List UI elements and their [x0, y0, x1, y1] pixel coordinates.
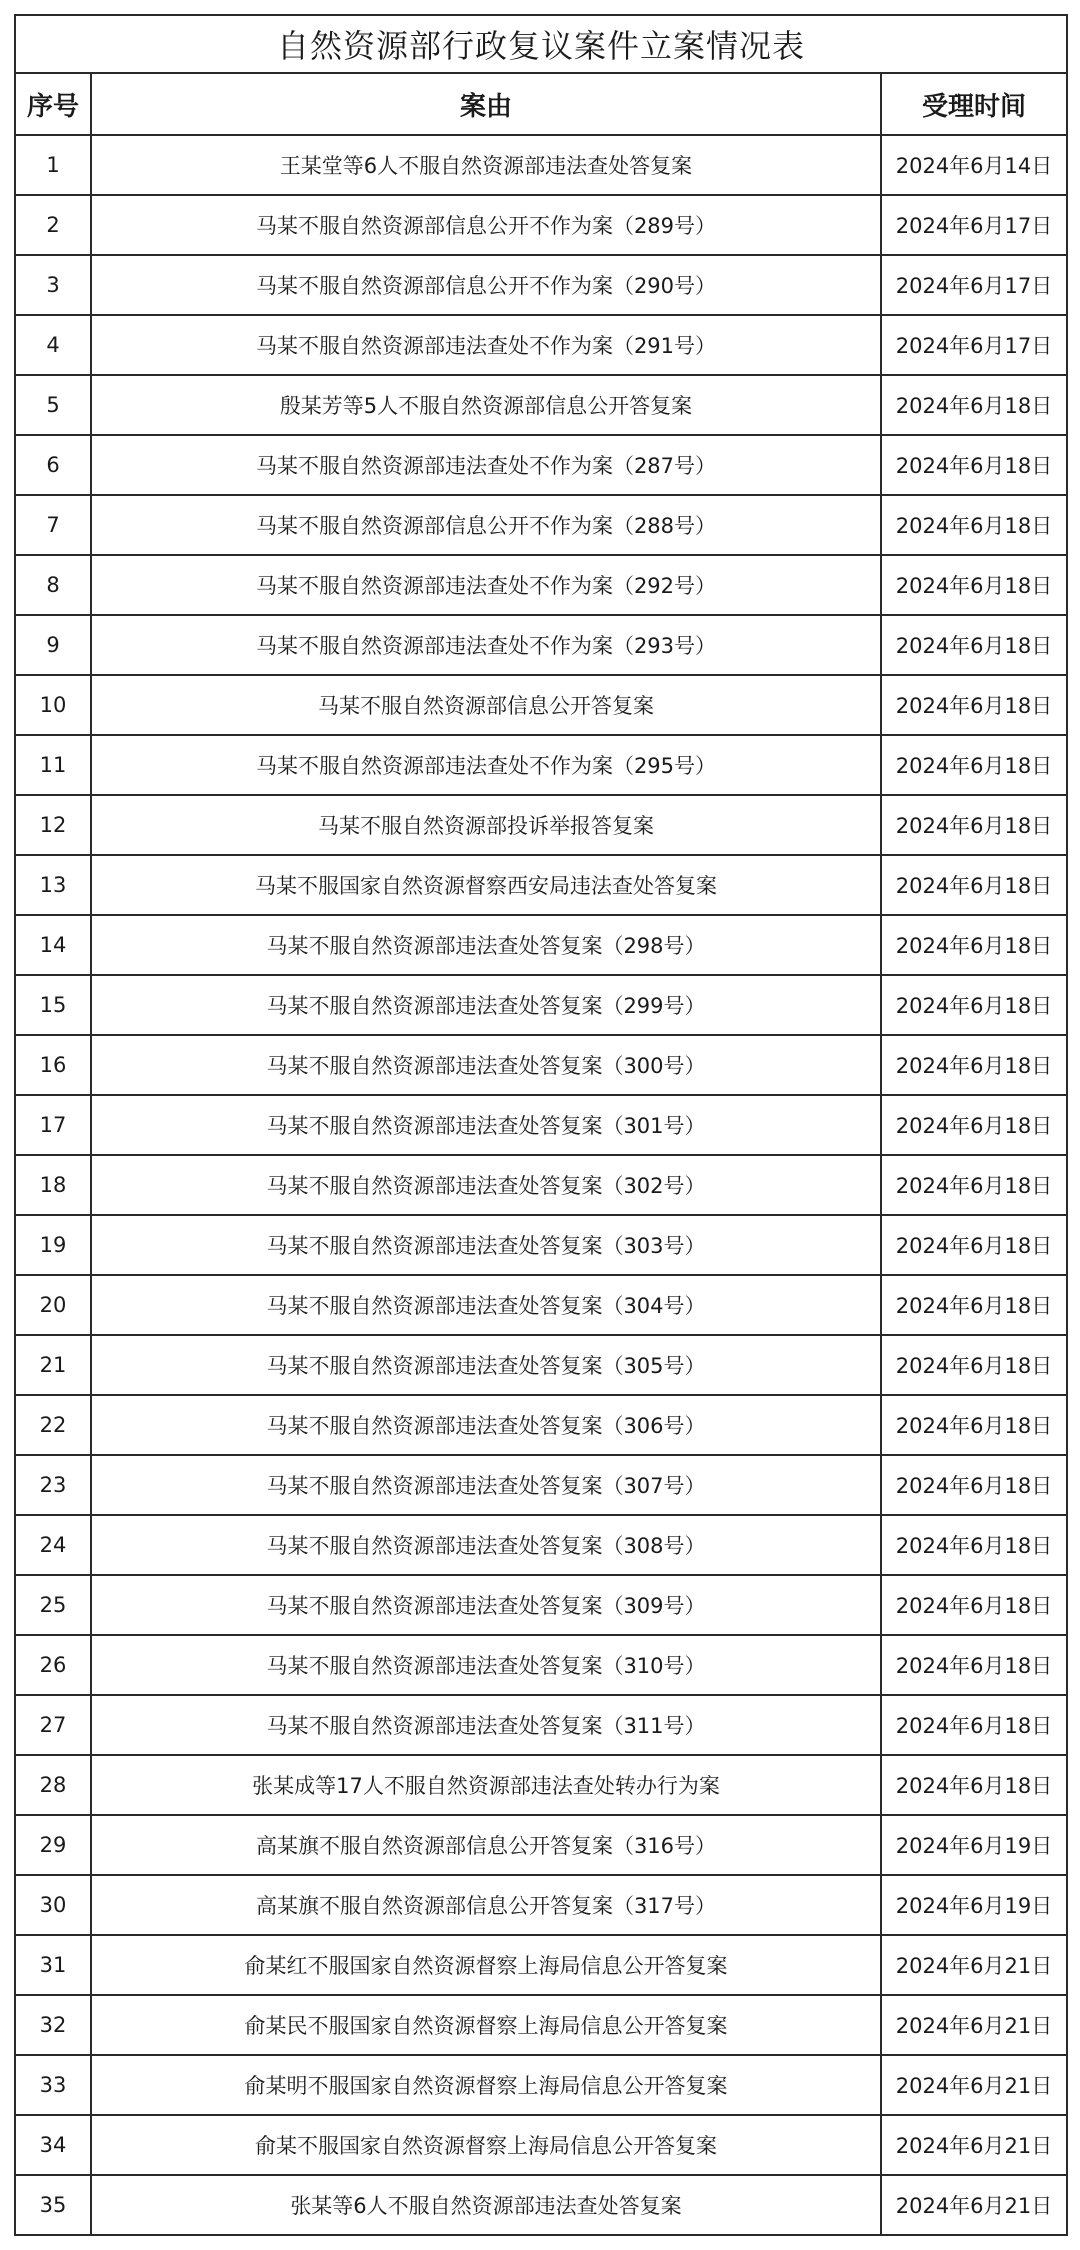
cell-date: 2024年6月21日	[881, 1935, 1067, 1995]
cell-reason: 高某旗不服自然资源部信息公开答复案（316号）	[91, 1815, 881, 1875]
cell-no: 26	[15, 1635, 91, 1695]
cell-no: 31	[15, 1935, 91, 1995]
cell-reason: 高某旗不服自然资源部信息公开答复案（317号）	[91, 1875, 881, 1935]
cell-date: 2024年6月18日	[881, 1755, 1067, 1815]
table-row	[15, 1215, 1067, 1275]
cell-no: 11	[15, 735, 91, 795]
cell-no: 10	[15, 675, 91, 735]
table-row	[15, 375, 1067, 435]
table-row	[15, 1935, 1067, 1995]
cell-reason: 马某不服自然资源部信息公开答复案	[91, 675, 881, 735]
table-row	[15, 255, 1067, 315]
cell-no: 32	[15, 1995, 91, 2055]
table-row	[15, 975, 1067, 1035]
table-row	[15, 495, 1067, 555]
cell-no: 2	[15, 195, 91, 255]
cell-reason: 马某不服自然资源部违法查处不作为案（295号）	[91, 735, 881, 795]
cell-reason: 马某不服国家自然资源督察西安局违法查处答复案	[91, 855, 881, 915]
cell-reason: 马某不服自然资源部违法查处答复案（299号）	[91, 975, 881, 1035]
cell-no: 12	[15, 795, 91, 855]
cell-reason: 马某不服自然资源部违法查处不作为案（291号）	[91, 315, 881, 375]
cell-no: 23	[15, 1455, 91, 1515]
cell-date: 2024年6月19日	[881, 1815, 1067, 1875]
cell-reason: 马某不服自然资源部违法查处答复案（303号）	[91, 1215, 881, 1275]
cell-no: 21	[15, 1335, 91, 1395]
table-row	[15, 1755, 1067, 1815]
cell-reason: 俞某不服国家自然资源督察上海局信息公开答复案	[91, 2115, 881, 2175]
cell-reason: 马某不服自然资源部信息公开不作为案（290号）	[91, 255, 881, 315]
cell-reason: 马某不服自然资源部违法查处答复案（310号）	[91, 1635, 881, 1695]
table-title-row	[15, 15, 1067, 73]
cell-date: 2024年6月21日	[881, 2175, 1067, 2235]
cell-date: 2024年6月17日	[881, 195, 1067, 255]
table-row	[15, 1515, 1067, 1575]
cell-no: 9	[15, 615, 91, 675]
cell-reason: 马某不服自然资源部违法查处答复案（307号）	[91, 1455, 881, 1515]
cell-no: 28	[15, 1755, 91, 1815]
cell-date: 2024年6月18日	[881, 1215, 1067, 1275]
cell-reason: 马某不服自然资源部违法查处答复案（311号）	[91, 1695, 881, 1755]
cell-date: 2024年6月18日	[881, 495, 1067, 555]
cell-no: 34	[15, 2115, 91, 2175]
cell-no: 33	[15, 2055, 91, 2115]
cell-date: 2024年6月18日	[881, 1275, 1067, 1335]
cell-date: 2024年6月18日	[881, 975, 1067, 1035]
cell-date: 2024年6月18日	[881, 915, 1067, 975]
table-row	[15, 2055, 1067, 2115]
cell-no: 16	[15, 1035, 91, 1095]
cell-no: 18	[15, 1155, 91, 1215]
cell-date: 2024年6月14日	[881, 135, 1067, 195]
header-row	[15, 73, 1067, 135]
cell-no: 5	[15, 375, 91, 435]
cell-date: 2024年6月18日	[881, 1635, 1067, 1695]
table-row	[15, 555, 1067, 615]
cell-no: 30	[15, 1875, 91, 1935]
table-row	[15, 195, 1067, 255]
table-row	[15, 795, 1067, 855]
table-body	[15, 135, 1067, 2235]
table-row	[15, 735, 1067, 795]
cell-no: 29	[15, 1815, 91, 1875]
cell-date: 2024年6月18日	[881, 795, 1067, 855]
cell-reason: 俞某明不服国家自然资源督察上海局信息公开答复案	[91, 2055, 881, 2115]
cell-date: 2024年6月18日	[881, 1155, 1067, 1215]
cell-no: 7	[15, 495, 91, 555]
cell-no: 20	[15, 1275, 91, 1335]
cell-reason: 俞某红不服国家自然资源督察上海局信息公开答复案	[91, 1935, 881, 1995]
cell-no: 24	[15, 1515, 91, 1575]
cell-date: 2024年6月18日	[881, 1335, 1067, 1395]
cell-date: 2024年6月21日	[881, 2115, 1067, 2175]
cell-no: 17	[15, 1095, 91, 1155]
table-row	[15, 1035, 1067, 1095]
cell-no: 6	[15, 435, 91, 495]
cell-reason: 马某不服自然资源部违法查处答复案（305号）	[91, 1335, 881, 1395]
cell-date: 2024年6月18日	[881, 615, 1067, 675]
table-row	[15, 1095, 1067, 1155]
cell-date: 2024年6月18日	[881, 675, 1067, 735]
table-row	[15, 1275, 1067, 1335]
cell-date: 2024年6月18日	[881, 1395, 1067, 1455]
table-row	[15, 855, 1067, 915]
table-row	[15, 675, 1067, 735]
cell-reason: 马某不服自然资源部违法查处不作为案（287号）	[91, 435, 881, 495]
cell-no: 1	[15, 135, 91, 195]
cell-no: 13	[15, 855, 91, 915]
cell-no: 8	[15, 555, 91, 615]
cell-date: 2024年6月18日	[881, 1575, 1067, 1635]
table-row	[15, 1575, 1067, 1635]
cell-no: 15	[15, 975, 91, 1035]
cell-reason: 马某不服自然资源部信息公开不作为案（288号）	[91, 495, 881, 555]
cell-reason: 马某不服自然资源部违法查处答复案（300号）	[91, 1035, 881, 1095]
case-registration-table	[14, 14, 1068, 2236]
cell-reason: 马某不服自然资源部信息公开不作为案（289号）	[91, 195, 881, 255]
table-row	[15, 1695, 1067, 1755]
cell-reason: 马某不服自然资源部违法查处答复案（306号）	[91, 1395, 881, 1455]
cell-no: 22	[15, 1395, 91, 1455]
cell-date: 2024年6月18日	[881, 1035, 1067, 1095]
cell-reason: 马某不服自然资源部违法查处答复案（308号）	[91, 1515, 881, 1575]
cell-reason: 马某不服自然资源部违法查处不作为案（293号）	[91, 615, 881, 675]
cell-date: 2024年6月18日	[881, 855, 1067, 915]
cell-reason: 张某成等17人不服自然资源部违法查处转办行为案	[91, 1755, 881, 1815]
table-title: 自然资源部行政复议案件立案情况表	[15, 15, 1067, 73]
table-row	[15, 135, 1067, 195]
cell-no: 19	[15, 1215, 91, 1275]
cell-reason: 马某不服自然资源部违法查处答复案（298号）	[91, 915, 881, 975]
cell-date: 2024年6月18日	[881, 555, 1067, 615]
table-row	[15, 1335, 1067, 1395]
cell-date: 2024年6月21日	[881, 1995, 1067, 2055]
cell-date: 2024年6月18日	[881, 1515, 1067, 1575]
cell-no: 3	[15, 255, 91, 315]
table-row	[15, 1635, 1067, 1695]
table-row	[15, 1455, 1067, 1515]
cell-date: 2024年6月18日	[881, 1455, 1067, 1515]
cell-reason: 殷某芳等5人不服自然资源部信息公开答复案	[91, 375, 881, 435]
cell-no: 27	[15, 1695, 91, 1755]
cell-date: 2024年6月21日	[881, 2055, 1067, 2115]
cell-date: 2024年6月18日	[881, 1095, 1067, 1155]
cell-no: 25	[15, 1575, 91, 1635]
cell-reason: 俞某民不服国家自然资源督察上海局信息公开答复案	[91, 1995, 881, 2055]
cell-no: 4	[15, 315, 91, 375]
column-header-date: 受理时间	[881, 73, 1067, 135]
table-row	[15, 435, 1067, 495]
column-header-reason: 案由	[91, 73, 881, 135]
table-row	[15, 1995, 1067, 2055]
cell-date: 2024年6月18日	[881, 735, 1067, 795]
table-row	[15, 2115, 1067, 2175]
cell-date: 2024年6月17日	[881, 315, 1067, 375]
cell-reason: 马某不服自然资源部违法查处不作为案（292号）	[91, 555, 881, 615]
table-row	[15, 315, 1067, 375]
table-row	[15, 1815, 1067, 1875]
table-row	[15, 615, 1067, 675]
cell-date: 2024年6月18日	[881, 375, 1067, 435]
table-row	[15, 2175, 1067, 2235]
table-row	[15, 1395, 1067, 1455]
table-row	[15, 1155, 1067, 1215]
cell-reason: 马某不服自然资源部违法查处答复案（301号）	[91, 1095, 881, 1155]
cell-reason: 马某不服自然资源部投诉举报答复案	[91, 795, 881, 855]
table-row	[15, 1875, 1067, 1935]
table-row	[15, 915, 1067, 975]
cell-reason: 王某堂等6人不服自然资源部违法查处答复案	[91, 135, 881, 195]
cell-date: 2024年6月18日	[881, 435, 1067, 495]
cell-reason: 马某不服自然资源部违法查处答复案（304号）	[91, 1275, 881, 1335]
cell-reason: 马某不服自然资源部违法查处答复案（302号）	[91, 1155, 881, 1215]
cell-no: 14	[15, 915, 91, 975]
cell-date: 2024年6月18日	[881, 1695, 1067, 1755]
cell-no: 35	[15, 2175, 91, 2235]
column-header-no: 序号	[15, 73, 91, 135]
cell-date: 2024年6月19日	[881, 1875, 1067, 1935]
cell-reason: 马某不服自然资源部违法查处答复案（309号）	[91, 1575, 881, 1635]
cell-date: 2024年6月17日	[881, 255, 1067, 315]
cell-reason: 张某等6人不服自然资源部违法查处答复案	[91, 2175, 881, 2235]
